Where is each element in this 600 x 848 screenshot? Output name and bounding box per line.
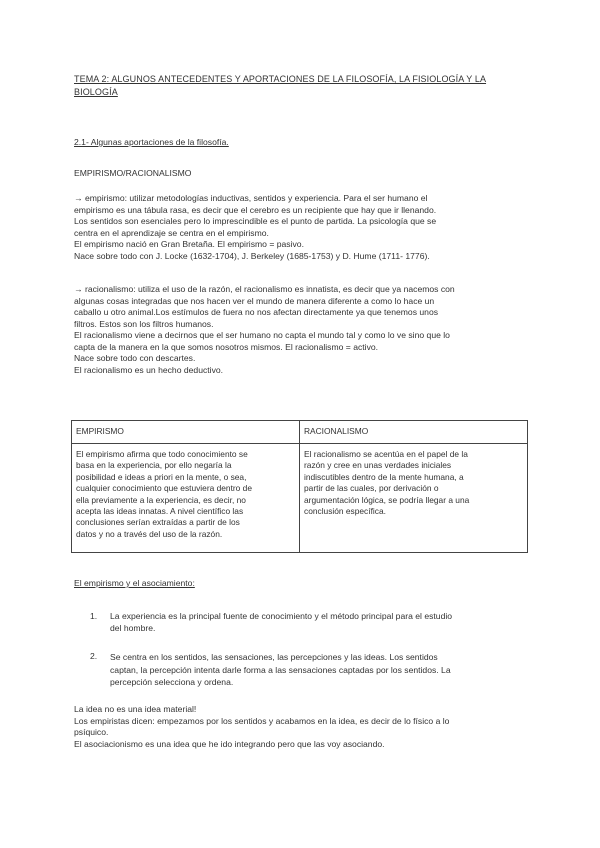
- text-line: razón y cree en unas verdades iniciales: [304, 460, 452, 471]
- list-number: 2.: [90, 651, 98, 661]
- closing-paragraph: [74, 704, 528, 750]
- text-line: capta de la manera en la que somos nosotros mismos. El racionalismo = activo.: [74, 341, 379, 352]
- table-row: [72, 444, 528, 553]
- section-label: EMPIRISMO/RACIONALISMO: [74, 168, 192, 178]
- text-line: Los sentidos son esenciales pero lo imprescindible es el punto de partida. La psicología que se: [74, 216, 437, 226]
- racionalismo-paragraph: [74, 284, 528, 376]
- empirismo-paragraph: [74, 193, 528, 262]
- text-line: captan, la percepción intenta darle forma a las sensaciones captadas por los sentidos. La: [110, 664, 451, 675]
- comparison-table: [71, 420, 528, 553]
- subsection-heading: 2.1- Algunas aportaciones de la filosofía.: [74, 137, 229, 147]
- text-line: El asociacionismo es una idea que he ido integrando pero que las voy asociando.: [74, 738, 385, 749]
- text-line: caballo u otro animal.Los estímulos de fuera no nos afectan directamente ya que tenemos unos: [74, 307, 439, 317]
- text-line: conclusiones serían extraídas a partir de los: [76, 517, 240, 528]
- text-line: El racionalismo se acentúa en el papel de la: [304, 449, 468, 459]
- text-line: percepción selecciona y ordena.: [110, 677, 234, 687]
- text-line: psíquico.: [74, 727, 109, 737]
- text-line: centra en el aprendizaje se centra en el empirismo.: [74, 227, 269, 238]
- text-line: indiscutibles dentro de la mente humana, a: [304, 471, 464, 482]
- header-empirismo: EMPIRISMO: [72, 421, 300, 444]
- text-line: datos y no a través del uso de la razón.: [76, 528, 223, 539]
- text-line: cualquier conocimiento que estuviera dentro de: [76, 483, 252, 494]
- list-number: 1.: [90, 611, 98, 621]
- text-line: El empirismo nació en Gran Bretaña. El empirismo = pasivo.: [74, 239, 304, 249]
- text-line: → racionalismo: utiliza el uso de la razón, el racionalismo es innatista, es decir que ya nacemos con: [74, 284, 455, 294]
- text-line: ella previamente a la experiencia, es decir, no: [76, 494, 246, 505]
- asociamiento-heading: El empirismo y el asociamiento:: [74, 578, 195, 588]
- text-line: acepta las ideas innatas. A nivel científico las: [76, 506, 244, 517]
- text-line: argumentación lógica, se podría llegar a una: [304, 494, 470, 505]
- table-header-row: [72, 421, 528, 444]
- text-line: La idea no es una idea material!: [74, 704, 197, 714]
- text-line: partir de las cuales, por derivación o: [304, 483, 439, 494]
- text-line: La experiencia es la principal fuente de conocimiento y el método principal para el estudio: [110, 611, 453, 621]
- cell-racionalismo: [300, 444, 528, 553]
- text-line: empirismo es una tábula rasa, es decir que el cerebro es un recipiente que hay que ir llenando.: [74, 204, 437, 215]
- text-line: Se centra en los sentidos, las sensaciones, las percepciones y las ideas. Los sentidos: [110, 652, 438, 662]
- text-line: → empirismo: utilizar metodologías inductivas, sentidos y experiencia. Para el ser humano el: [74, 193, 428, 203]
- document-title: TEMA 2: ALGUNOS ANTECEDENTES Y APORTACIONES DE LA FILOSOFÍA, LA FISIOLOGÍA Y LA BIOLOGÍA: [74, 74, 487, 97]
- text-line: Nace sobre todo con J. Locke (1632-1704), J. Berkeley (1685-1753) y D. Hume (1711- 1776).: [74, 250, 430, 261]
- text-line: conclusión específica.: [304, 506, 386, 517]
- text-line: filtros. Estos son los filtros humanos.: [74, 318, 214, 329]
- text-line: El racionalismo viene a decirnos que el ser humano no capta el mundo tal y como lo ve sino que lo: [74, 330, 450, 340]
- text-line: Los empiristas dicen: empezamos por los sentidos y acabamos en la idea, es decir de lo físico a lo: [74, 715, 450, 726]
- text-line: algunas cosas integradas que nos hacen ver el mundo de manera diferente a como lo hace un: [74, 295, 435, 306]
- text-line: basa en la experiencia, por ello negaría la: [76, 460, 232, 471]
- text-line: El empirismo afirma que todo conocimiento se: [76, 449, 248, 459]
- text-line: Nace sobre todo con descartes.: [74, 353, 196, 363]
- header-racionalismo: RACIONALISMO: [300, 421, 528, 444]
- cell-empirismo: [72, 444, 300, 553]
- text-line: posibilidad e ideas a priori en la mente, o sea,: [76, 471, 247, 482]
- text-line: El racionalismo es un hecho deductivo.: [74, 364, 224, 375]
- text-line: del hombre.: [110, 622, 156, 633]
